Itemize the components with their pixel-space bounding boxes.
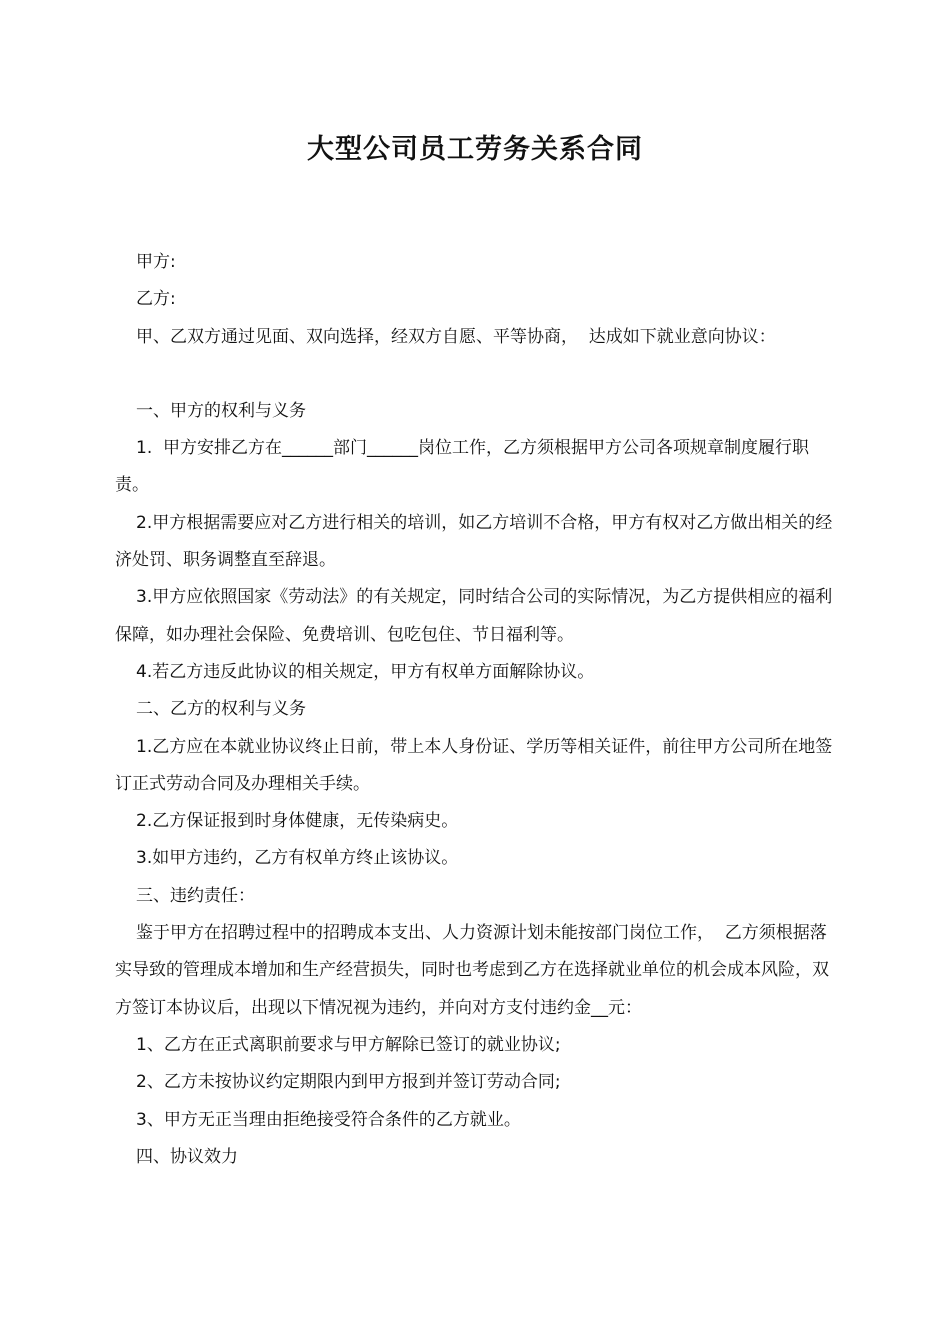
section-heading-2: 二、乙方的权利与义务 [136, 699, 306, 720]
clause-2-1: 1.乙方应在本就业协议终止日前，带上本人身份证、学历等相关证件，前往甲方公司所在地签订正式劳动合同及办理相关手续。 [115, 736, 833, 794]
clause-2-3: 3.如甲方违约，乙方有权单方终止该协议。 [136, 848, 459, 869]
clause-1-3: 3.甲方应依照国家《劳动法》的有关规定，同时结合公司的实际情况，为乙方提供相应的福利保障，如办理社会保险、免费培训、包吃包住、节日福利等。 [115, 587, 833, 645]
party-a-line: 甲方: [136, 252, 176, 272]
section-heading-3: 三、违约责任： [136, 885, 255, 906]
preamble-paragraph: 甲、乙双方通过见面、双向选择，经双方自愿、平等协商， 达成如下就业意向协议： [136, 326, 776, 347]
breach-item-3: 3、甲方无正当理由拒绝接受符合条件的乙方就业。 [136, 1109, 521, 1130]
clause-1-2: 2.甲方根据需要应对乙方进行相关的培训，如乙方培训不合格，甲方有权对乙方做出相关的经济处罚、职务调整直至辞退。 [115, 512, 833, 571]
breach-paragraph: 鉴于甲方在招聘过程中的招聘成本支出、人力资源计划未能按部门岗位工作， 乙方须根据落实导致的管理成本增加和生产经营损失，同时也考虑到乙方在选择就业单位的机会成本风险，双方签订本协议后，出现以下情况视为违约，并向对方支付违约金__元： [115, 923, 829, 1018]
section-heading-4: 四、协议效力 [136, 1146, 238, 1167]
document-title: 大型公司员工劳务关系合同 [307, 134, 643, 165]
section-heading-1: 一、甲方的权利与义务 [136, 400, 306, 421]
party-b-line: 乙方: [136, 289, 176, 310]
clause-1-1: 1. 甲方安排乙方在______部门______岗位工作，乙方须根据甲方公司各项规章制度履行职责。 [115, 438, 810, 496]
breach-item-1: 1、乙方在正式离职前要求与甲方解除已签订的就业协议; [136, 1034, 561, 1055]
clause-1-4: 4.若乙方违反此协议的相关规定，甲方有权单方面解除协议。 [136, 661, 595, 682]
document-body [115, 244, 837, 1176]
clause-2-2: 2.乙方保证报到时身体健康，无传染病史。 [136, 811, 459, 832]
breach-item-2: 2、乙方未按协议约定期限内到甲方报到并签订劳动合同; [136, 1072, 561, 1093]
